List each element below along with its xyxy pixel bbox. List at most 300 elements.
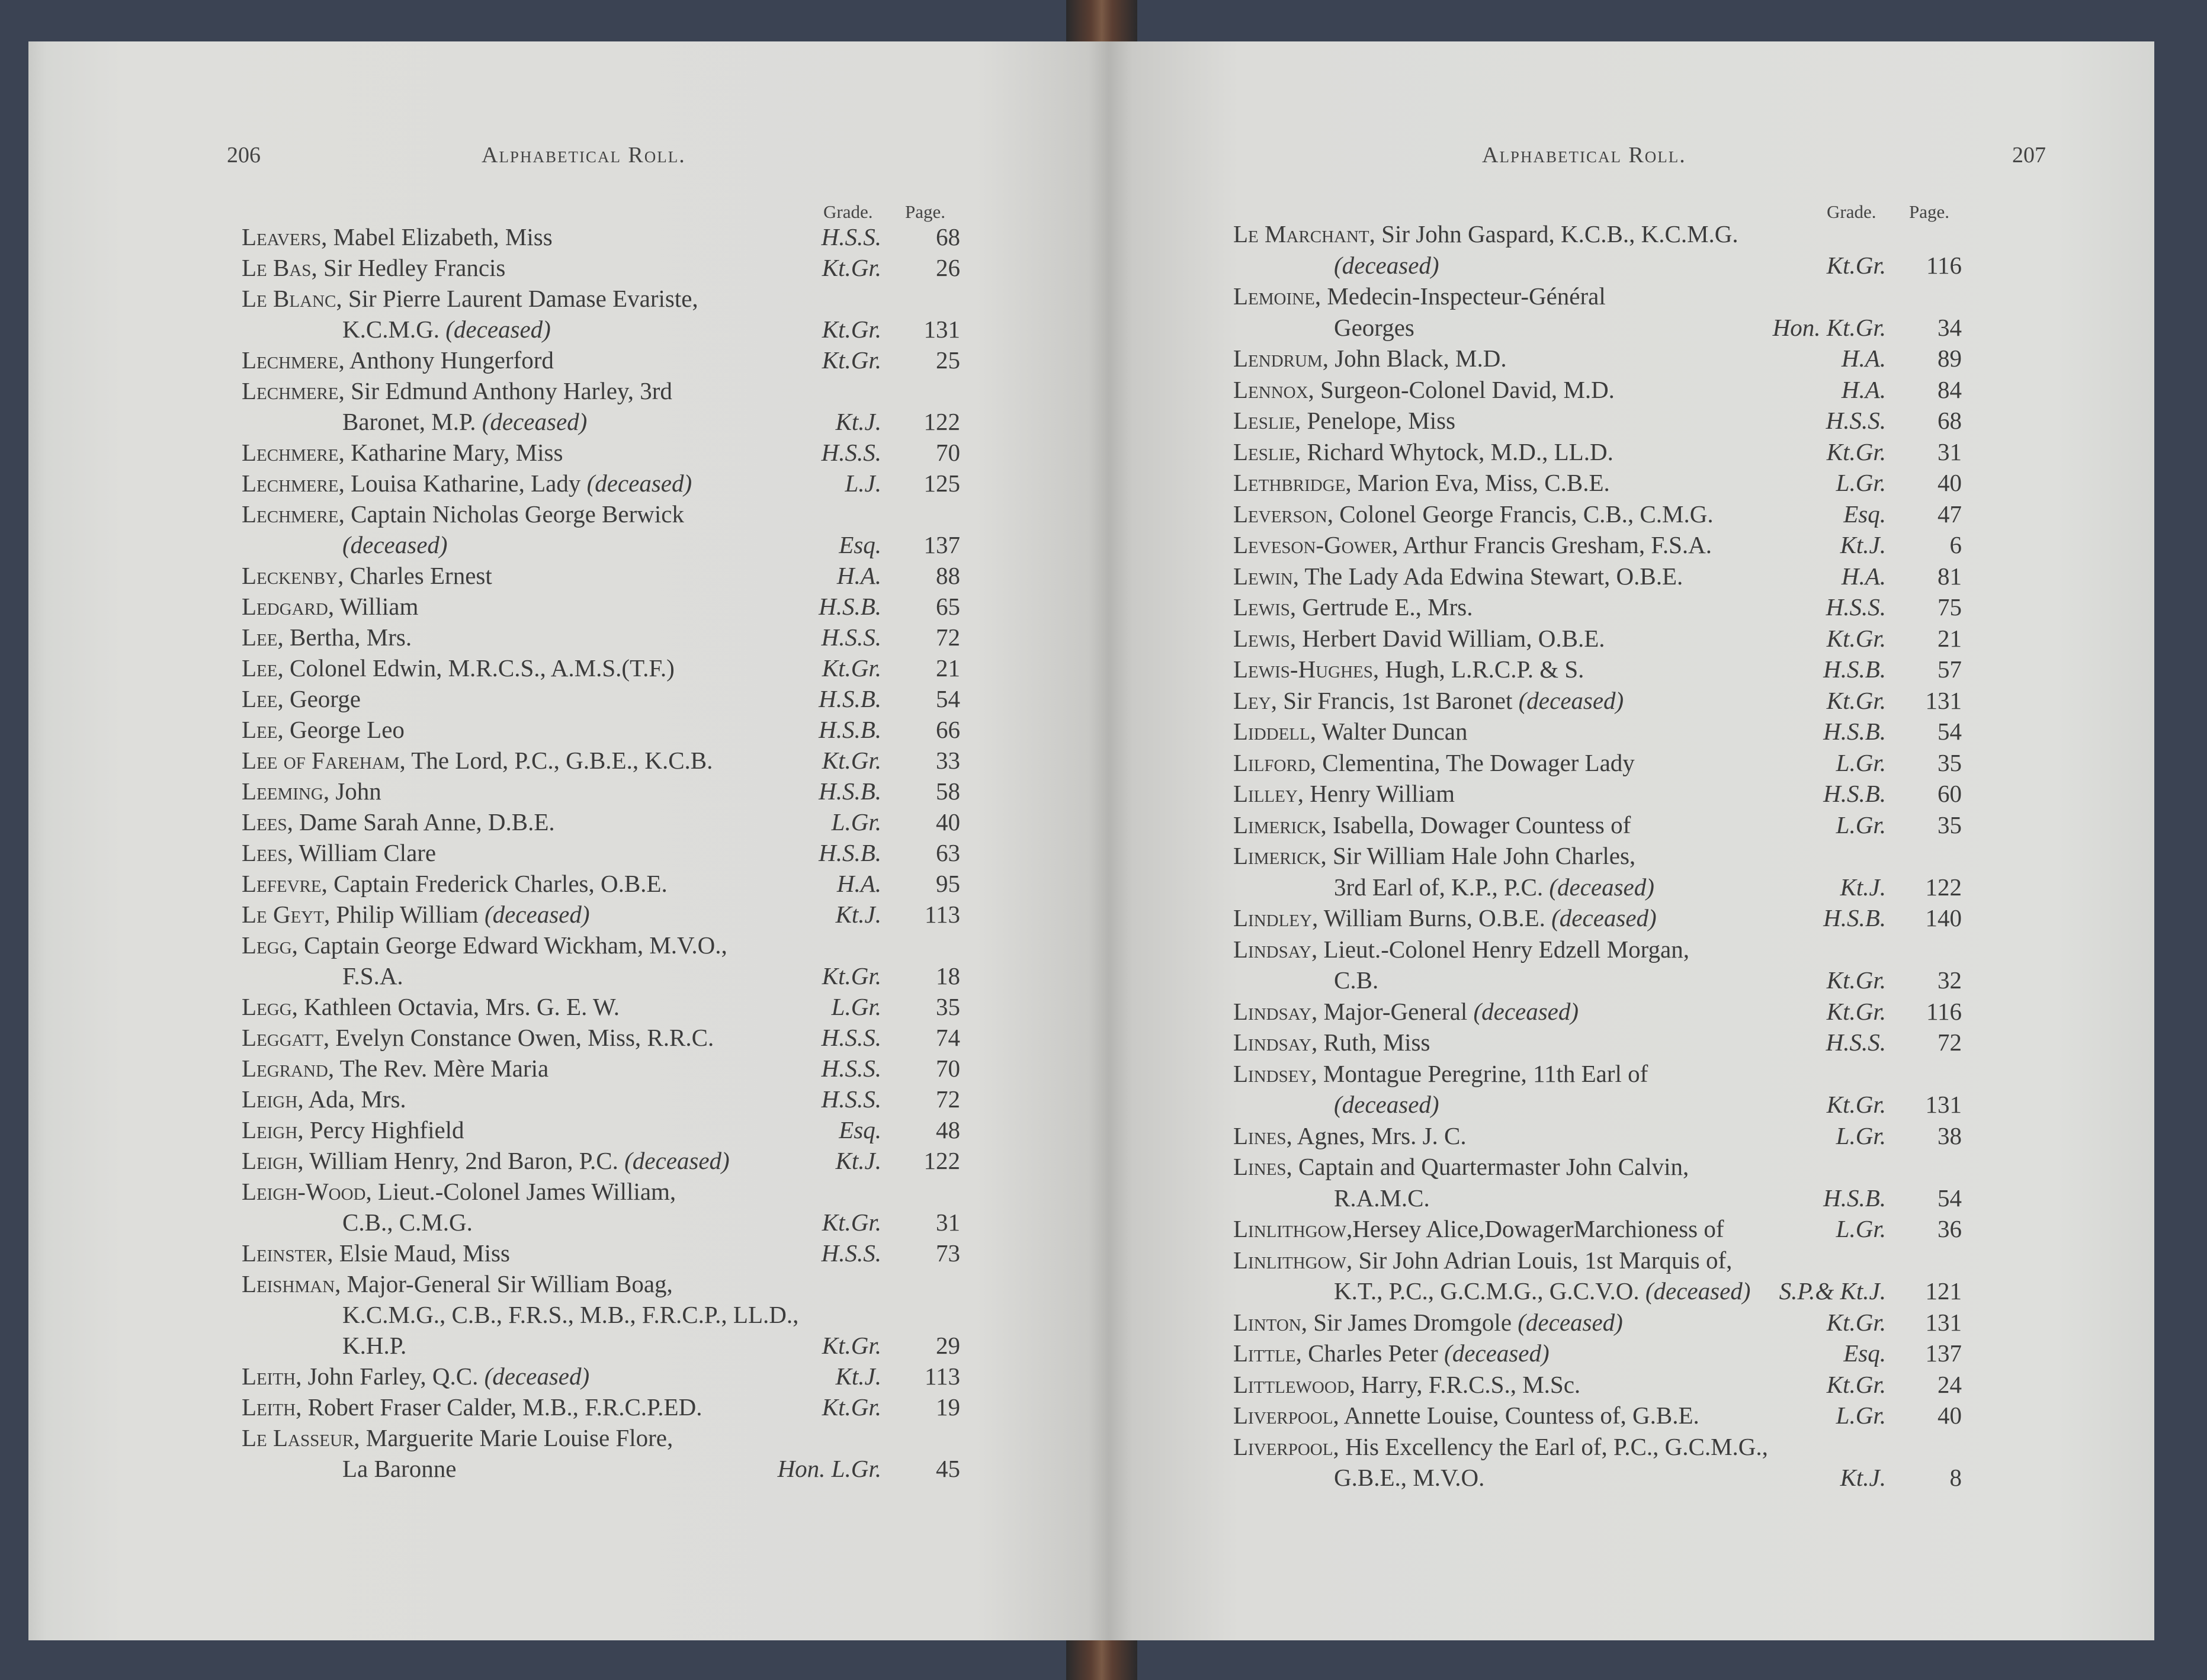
roll-entry bbox=[28, 869, 1095, 900]
page-reference: 45 bbox=[936, 1455, 960, 1482]
entry-name bbox=[1233, 997, 1579, 1026]
grade-value: Kt.J. bbox=[1840, 531, 1886, 558]
given-names: , Annette Louise, Countess of, G.B.E. bbox=[1333, 1402, 1699, 1429]
entry-name bbox=[342, 407, 587, 436]
roll-entry bbox=[28, 592, 1095, 622]
given-names: , Major-General Sir William Boag, bbox=[335, 1270, 673, 1297]
page-reference: 140 bbox=[1925, 904, 1962, 931]
page-reference: 54 bbox=[1937, 718, 1962, 745]
roll-entry-continuation bbox=[1109, 1183, 2151, 1214]
grade-value: H.S.S. bbox=[1826, 407, 1886, 434]
entry-name bbox=[242, 1023, 714, 1052]
surname: Leslie bbox=[1233, 438, 1295, 465]
roll-entry bbox=[28, 807, 1095, 838]
page-reference: 72 bbox=[1937, 1029, 1962, 1056]
grade-value: Kt.Gr. bbox=[822, 346, 881, 374]
deceased-note: (deceased) bbox=[1518, 686, 1624, 714]
page-reference: 74 bbox=[936, 1024, 960, 1051]
given-names: , The Rev. Mère Maria bbox=[328, 1055, 549, 1082]
roll-entry bbox=[1109, 530, 2151, 561]
continuation-text: 3rd Earl of, K.P., P.C. bbox=[1334, 873, 1544, 901]
page-reference: 21 bbox=[1937, 624, 1962, 652]
entry-name bbox=[1233, 1152, 1689, 1181]
given-names: , George Leo bbox=[277, 716, 405, 743]
surname: Lendrum bbox=[1233, 345, 1323, 372]
roll-entry bbox=[28, 1423, 1095, 1454]
entry-name bbox=[242, 684, 361, 714]
entry-name bbox=[1334, 250, 1439, 280]
entry-name bbox=[1233, 219, 1738, 249]
page-reference: 75 bbox=[1937, 593, 1962, 621]
grade-value: H.S.B. bbox=[819, 778, 881, 805]
entry-name bbox=[242, 776, 381, 806]
grade-value: Hon. Kt.Gr. bbox=[1772, 313, 1886, 341]
page-reference: 122 bbox=[923, 1147, 960, 1174]
page-reference: 58 bbox=[936, 778, 960, 805]
roll-entry bbox=[1109, 841, 2151, 872]
surname: Linlithgow bbox=[1233, 1246, 1346, 1274]
roll-entry-continuation bbox=[28, 1207, 1095, 1238]
surname: Linton bbox=[1233, 1308, 1301, 1336]
entry-name bbox=[1233, 1370, 1580, 1399]
given-names: , Mabel Elizabeth, Miss bbox=[321, 223, 553, 250]
roll-entry bbox=[28, 438, 1095, 468]
entry-name bbox=[1233, 1027, 1430, 1057]
roll-entry bbox=[28, 653, 1095, 684]
grade-value: H.S.S. bbox=[821, 223, 881, 250]
given-names: , Anthony Hungerford bbox=[338, 346, 554, 374]
entry-name bbox=[242, 992, 620, 1022]
grade-value: Kt.Gr. bbox=[822, 316, 881, 343]
surname: Leavers bbox=[242, 223, 322, 250]
grade-value: H.S.S. bbox=[821, 624, 881, 651]
surname: Lemoine bbox=[1233, 282, 1315, 310]
page-reference: 31 bbox=[1937, 438, 1962, 465]
entry-name bbox=[1233, 561, 1683, 591]
grade-value: H.S.B. bbox=[1823, 656, 1886, 683]
given-names: , Walter Duncan bbox=[1310, 718, 1468, 745]
surname: Lennox bbox=[1233, 375, 1308, 403]
entry-name bbox=[242, 592, 418, 621]
grade-value: L.Gr. bbox=[1836, 1122, 1886, 1149]
entry-name bbox=[342, 1300, 798, 1329]
grade-value: Esq. bbox=[1843, 500, 1886, 528]
page-reference: 38 bbox=[1937, 1122, 1962, 1149]
given-names: , Clementina, The Dowager Lady bbox=[1310, 749, 1635, 776]
entry-name bbox=[242, 869, 668, 898]
grade-value: Kt.J. bbox=[1840, 873, 1886, 901]
given-names: , Katharine Mary, Miss bbox=[338, 439, 563, 466]
grade-value: H.S.S. bbox=[821, 1055, 881, 1082]
given-names: , The Lord, P.C., G.B.E., K.C.B. bbox=[399, 747, 713, 774]
given-names: , Surgeon-Colonel David, M.D. bbox=[1308, 375, 1615, 403]
surname: Leeming bbox=[242, 778, 323, 805]
surname: Le Lasseur bbox=[242, 1424, 354, 1451]
deceased-note: (deceased) bbox=[484, 1363, 590, 1390]
grade-value: H.A. bbox=[1841, 345, 1886, 372]
continuation-text: C.B. bbox=[1334, 966, 1379, 994]
grade-value: Kt.Gr. bbox=[822, 654, 881, 682]
entry-name bbox=[1233, 1338, 1550, 1368]
entry-name bbox=[1233, 1121, 1467, 1151]
running-head: Alphabetical Roll. bbox=[482, 143, 686, 168]
continuation-text: La Baronne bbox=[342, 1455, 457, 1482]
given-names: , Percy Highfield bbox=[297, 1116, 464, 1143]
roll-entry bbox=[1109, 748, 2151, 779]
roll-entry bbox=[28, 1023, 1095, 1053]
page-reference: 60 bbox=[1937, 780, 1962, 807]
grade-value: H.S.B. bbox=[1823, 904, 1886, 931]
given-names: , Sir Francis, 1st Baronet bbox=[1271, 686, 1513, 714]
surname: Legrand bbox=[242, 1055, 328, 1082]
surname: Ledgard bbox=[242, 593, 328, 620]
given-names: , His Excellency the Earl of, P.C., G.C.M.G., bbox=[1333, 1432, 1768, 1460]
roll-entry bbox=[1109, 1059, 2151, 1090]
given-names: , Lieut.-Colonel Henry Edzell Morgan, bbox=[1311, 935, 1689, 963]
grade-value: L.J. bbox=[845, 470, 881, 497]
given-names: , George bbox=[277, 685, 361, 712]
deceased-note: (deceased) bbox=[1551, 904, 1657, 931]
deceased-note: (deceased) bbox=[1334, 1091, 1439, 1118]
given-names: , Montague Peregrine, 11th Earl of bbox=[1311, 1059, 1648, 1087]
entry-name bbox=[242, 1146, 730, 1175]
surname: Lewis bbox=[1233, 624, 1290, 652]
page-reference: 88 bbox=[936, 562, 960, 589]
roll-entry bbox=[28, 1146, 1095, 1177]
grade-value: Kt.Gr. bbox=[822, 254, 881, 281]
entry-name bbox=[1233, 934, 1689, 964]
roll-entry bbox=[1109, 624, 2151, 654]
entry-name bbox=[342, 1331, 406, 1360]
left-page bbox=[28, 41, 1109, 1640]
entry-name bbox=[1334, 1463, 1484, 1492]
entry-name bbox=[1233, 779, 1455, 808]
surname: Lechmere bbox=[242, 500, 339, 528]
page-reference: 57 bbox=[1937, 656, 1962, 683]
surname: Lechmere bbox=[242, 470, 339, 497]
page-reference: 131 bbox=[1925, 1308, 1962, 1336]
surname: Lee bbox=[242, 685, 278, 712]
page-reference: 122 bbox=[1925, 873, 1962, 901]
grade-value: L.Gr. bbox=[1836, 749, 1886, 776]
grade-value: L.Gr. bbox=[1836, 1402, 1886, 1429]
entry-name bbox=[242, 653, 675, 683]
continuation-text: F.S.A. bbox=[342, 962, 403, 990]
page-reference: 68 bbox=[936, 223, 960, 250]
given-names: , Henry William bbox=[1297, 780, 1455, 807]
entry-name bbox=[1233, 530, 1712, 560]
grade-value: H.A. bbox=[1841, 562, 1886, 590]
grade-value: Kt.Gr. bbox=[822, 1393, 881, 1421]
surname: Leslie bbox=[1233, 407, 1295, 434]
entry-name bbox=[1233, 1432, 1768, 1461]
surname: Lindsey bbox=[1233, 1059, 1311, 1087]
surname: Leigh bbox=[242, 1147, 298, 1174]
surname: Lines bbox=[1233, 1122, 1287, 1149]
given-names: , Agnes, Mrs. J. C. bbox=[1286, 1122, 1467, 1149]
surname: Lee bbox=[242, 654, 278, 682]
roll-entry bbox=[1109, 1370, 2151, 1400]
roll-entry bbox=[28, 253, 1095, 284]
entry-name bbox=[1233, 1245, 1732, 1275]
grade-column-header: Grade. bbox=[823, 201, 873, 222]
page-reference: 21 bbox=[936, 654, 960, 682]
page-reference: 32 bbox=[1937, 966, 1962, 994]
given-names: , Sir Pierre Laurent Damase Evariste, bbox=[336, 285, 698, 312]
given-names: , Sir Hedley Francis bbox=[311, 254, 506, 281]
grade-value: Kt.Gr. bbox=[1826, 686, 1886, 714]
given-names: , Arthur Francis Gresham, F.S.A. bbox=[1392, 531, 1712, 558]
roll-entry bbox=[1109, 997, 2151, 1027]
page-reference: 66 bbox=[936, 716, 960, 743]
deceased-note: (deceased) bbox=[342, 531, 448, 558]
page-reference: 81 bbox=[1937, 562, 1962, 590]
continuation-text: K.C.M.G., C.B., F.R.S., M.B., F.R.C.P., LL.D., bbox=[342, 1301, 799, 1328]
entry-name bbox=[242, 807, 555, 837]
given-names: , Captain and Quartermaster John Calvin, bbox=[1286, 1153, 1689, 1180]
roll-entry bbox=[1109, 1338, 2151, 1369]
surname: Legg bbox=[242, 931, 292, 959]
entry-name bbox=[1233, 624, 1605, 653]
deceased-note: (deceased) bbox=[484, 901, 590, 928]
page-reference: 29 bbox=[936, 1332, 960, 1359]
roll-entry bbox=[1109, 1432, 2151, 1463]
page-reference: 25 bbox=[936, 346, 960, 374]
page-reference: 36 bbox=[1937, 1215, 1962, 1242]
page-reference: 113 bbox=[925, 1363, 960, 1390]
roll-entry bbox=[1109, 903, 2151, 934]
roll-entry bbox=[28, 1238, 1095, 1269]
given-names: , William bbox=[328, 593, 419, 620]
page-reference: 24 bbox=[1937, 1370, 1962, 1398]
page-reference: 72 bbox=[936, 624, 960, 651]
grade-value: H.S.B. bbox=[1823, 1184, 1886, 1212]
entry-name bbox=[342, 961, 403, 991]
entry-name bbox=[1233, 748, 1635, 778]
given-names: , Herbert David William, O.B.E. bbox=[1289, 624, 1605, 652]
roll-entry-continuation bbox=[1109, 250, 2151, 281]
surname: Leverson bbox=[1233, 500, 1327, 528]
roll-entry-continuation bbox=[1109, 965, 2151, 996]
roll-entry bbox=[1109, 468, 2151, 499]
grade-value: H.S.S. bbox=[1826, 1029, 1886, 1056]
entry-name bbox=[342, 530, 448, 560]
entry-name bbox=[242, 1269, 673, 1299]
roll-entry bbox=[28, 622, 1095, 653]
given-names: , Gertrude E., Mrs. bbox=[1289, 593, 1473, 621]
grade-value: H.A. bbox=[836, 562, 881, 589]
surname: Lindsay bbox=[1233, 997, 1311, 1025]
given-names: , Marguerite Marie Louise Flore, bbox=[354, 1424, 673, 1451]
roll-entry bbox=[28, 992, 1095, 1023]
given-names: , Sir James Dromgole bbox=[1301, 1308, 1512, 1336]
given-names: , Charles Peter bbox=[1295, 1339, 1438, 1367]
given-names: , Marion Eva, Miss, C.B.E. bbox=[1345, 469, 1610, 496]
roll-entry bbox=[28, 376, 1095, 407]
entry-name bbox=[1334, 872, 1654, 902]
right-page bbox=[1109, 41, 2154, 1640]
page-reference: 84 bbox=[1937, 375, 1962, 403]
page-reference: 122 bbox=[923, 408, 960, 435]
page-reference: 54 bbox=[936, 685, 960, 712]
surname: Lines bbox=[1233, 1153, 1287, 1180]
surname: Le Blanc bbox=[242, 285, 336, 312]
given-names: , Charles Ernest bbox=[338, 562, 492, 589]
roll-entry bbox=[28, 1269, 1095, 1300]
roll-entry bbox=[1109, 1400, 2151, 1431]
roll-entry bbox=[28, 776, 1095, 807]
running-head: Alphabetical Roll. bbox=[1482, 143, 1686, 168]
given-names: , William Clare bbox=[287, 839, 437, 866]
given-names: , Sir Edmund Anthony Harley, 3rd bbox=[338, 377, 672, 404]
given-names: , Captain Frederick Charles, O.B.E. bbox=[321, 870, 668, 897]
roll-entry bbox=[1109, 686, 2151, 717]
deceased-note: (deceased) bbox=[445, 316, 551, 343]
surname: Lee bbox=[242, 624, 278, 651]
entry-name bbox=[1233, 592, 1473, 622]
surname: Ley bbox=[1233, 686, 1271, 714]
surname: Leishman bbox=[242, 1270, 335, 1297]
given-names: , John Black, M.D. bbox=[1322, 345, 1507, 372]
page-reference: 35 bbox=[936, 993, 960, 1020]
entry-name bbox=[342, 314, 551, 344]
roll-entry bbox=[1109, 934, 2151, 965]
page-reference: 72 bbox=[936, 1085, 960, 1113]
roll-entry bbox=[1109, 281, 2151, 312]
roll-entry bbox=[28, 1084, 1095, 1115]
entry-name bbox=[242, 376, 672, 406]
roll-entry bbox=[1109, 343, 2151, 374]
page-reference: 125 bbox=[923, 470, 960, 497]
roll-entry bbox=[28, 1392, 1095, 1423]
entry-name bbox=[242, 1392, 702, 1422]
page-reference: 137 bbox=[1925, 1339, 1962, 1367]
continuation-text: G.B.E., M.V.O. bbox=[1334, 1464, 1485, 1491]
entry-name bbox=[1233, 686, 1624, 715]
page-reference: 19 bbox=[936, 1393, 960, 1421]
entry-name bbox=[1334, 1183, 1430, 1213]
surname: Leith bbox=[242, 1363, 296, 1390]
continuation-text: K.C.M.G. bbox=[342, 316, 440, 343]
roll-entry bbox=[1109, 779, 2151, 810]
surname: Little bbox=[1233, 1339, 1296, 1367]
given-names: , Captain Nicholas George Berwick bbox=[338, 500, 684, 528]
page-reference: 6 bbox=[1949, 531, 1962, 558]
roll-entry bbox=[28, 1177, 1095, 1207]
entry-name bbox=[242, 284, 698, 313]
page-number: 206 bbox=[227, 143, 261, 168]
entry-name bbox=[242, 1177, 676, 1206]
roll-entry bbox=[28, 1115, 1095, 1146]
page-reference: 73 bbox=[936, 1239, 960, 1267]
given-names: , The Lady Ada Edwina Stewart, O.B.E. bbox=[1292, 562, 1683, 590]
continuation-text: C.B., C.M.G. bbox=[342, 1209, 473, 1236]
roll-entry bbox=[1109, 1214, 2151, 1245]
entry-name bbox=[242, 838, 436, 868]
surname: Lechmere bbox=[242, 346, 339, 374]
page-reference: 33 bbox=[936, 747, 960, 774]
entry-name bbox=[1233, 437, 1613, 467]
entry-name bbox=[1334, 1276, 1750, 1306]
roll-entry bbox=[28, 222, 1095, 253]
roll-entry bbox=[1109, 406, 2151, 436]
page-reference: 70 bbox=[936, 439, 960, 466]
roll-entry-continuation bbox=[28, 1331, 1095, 1361]
grade-value: L.Gr. bbox=[831, 993, 881, 1020]
roll-entry bbox=[1109, 561, 2151, 592]
page-reference: 113 bbox=[925, 901, 960, 928]
given-names: , Bertha, Mrs. bbox=[277, 624, 412, 651]
page-reference: 40 bbox=[1937, 1402, 1962, 1429]
surname: Leckenby bbox=[242, 562, 338, 589]
entry-name bbox=[242, 622, 412, 652]
page-reference: 48 bbox=[936, 1116, 960, 1143]
grade-value: Kt.J. bbox=[835, 1147, 881, 1174]
deceased-note: (deceased) bbox=[1518, 1308, 1623, 1336]
entry-name bbox=[242, 1238, 510, 1268]
surname: Lee of Fareham bbox=[242, 747, 400, 774]
grade-value: L.Gr. bbox=[1836, 469, 1886, 496]
page-reference: 8 bbox=[1949, 1464, 1962, 1491]
page-reference: 131 bbox=[923, 316, 960, 343]
given-names: , Dame Sarah Anne, D.B.E. bbox=[287, 808, 555, 836]
surname: Leith bbox=[242, 1393, 296, 1421]
entry-name bbox=[1334, 1090, 1439, 1119]
page-reference: 47 bbox=[1937, 500, 1962, 528]
roll-entry bbox=[1109, 592, 2151, 623]
grade-value: H.S.B. bbox=[819, 685, 881, 712]
roll-entry bbox=[28, 684, 1095, 715]
surname: Leinster bbox=[242, 1239, 328, 1267]
entry-name bbox=[242, 1423, 673, 1453]
given-names: , Ruth, Miss bbox=[1311, 1029, 1430, 1056]
roll-entry bbox=[28, 1361, 1095, 1392]
grade-value: Kt.J. bbox=[835, 901, 881, 928]
roll-entry bbox=[28, 838, 1095, 869]
page-reference: 137 bbox=[923, 531, 960, 558]
surname: Lilley bbox=[1233, 780, 1298, 807]
page-reference: 121 bbox=[1925, 1277, 1962, 1305]
roll-entry bbox=[1109, 654, 2151, 685]
grade-column-header: Grade. bbox=[1827, 201, 1876, 222]
surname: Lewin bbox=[1233, 562, 1293, 590]
roll-entry bbox=[1109, 499, 2151, 530]
grade-value: Kt.Gr. bbox=[1826, 438, 1886, 465]
roll-entry-continuation bbox=[28, 314, 1095, 345]
surname: Leggatt bbox=[242, 1024, 323, 1051]
given-names: , Kathleen Octavia, Mrs. G. E. W. bbox=[291, 993, 620, 1020]
surname: Lechmere bbox=[242, 439, 339, 466]
deceased-note: (deceased) bbox=[624, 1147, 730, 1174]
roll-entry bbox=[28, 715, 1095, 746]
page-number: 207 bbox=[2012, 143, 2046, 168]
surname: Lee bbox=[242, 716, 278, 743]
grade-value: Kt.Gr. bbox=[1826, 624, 1886, 652]
page-reference: 95 bbox=[936, 870, 960, 897]
roll-entry-continuation bbox=[1109, 1463, 2151, 1493]
roll-entry bbox=[1109, 1027, 2151, 1058]
given-names: , Isabella, Dowager Countess of bbox=[1320, 811, 1631, 839]
surname: Lewis bbox=[1233, 593, 1290, 621]
surname: Liverpool bbox=[1233, 1432, 1333, 1460]
surname: Limerick bbox=[1233, 842, 1321, 869]
deceased-note: (deceased) bbox=[1444, 1339, 1550, 1367]
entry-name bbox=[1233, 406, 1455, 435]
roll-entry bbox=[1109, 1245, 2151, 1276]
grade-value: H.S.S. bbox=[1826, 593, 1886, 621]
continuation-text: Baronet, M.P. bbox=[342, 408, 476, 435]
entry-name bbox=[1233, 468, 1610, 497]
